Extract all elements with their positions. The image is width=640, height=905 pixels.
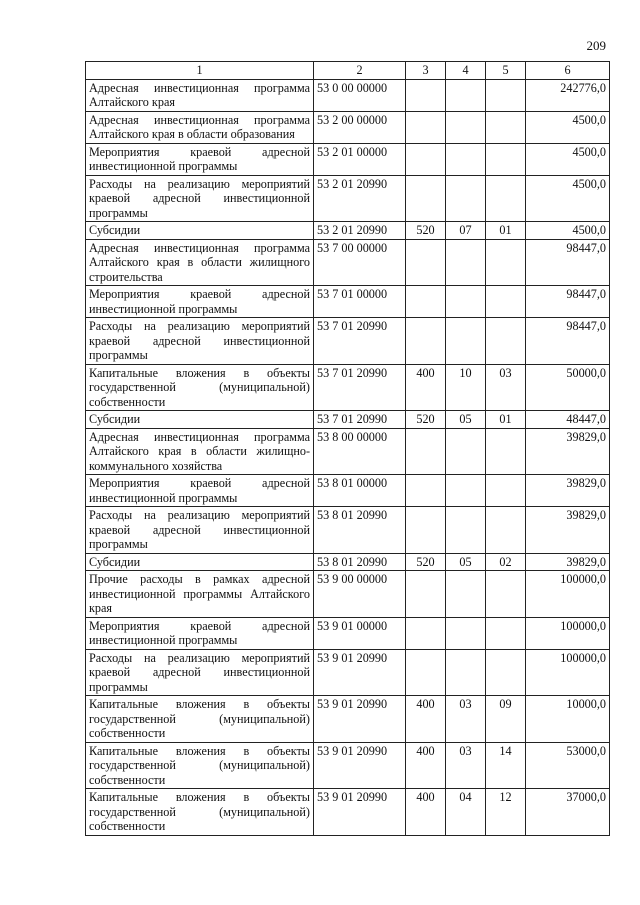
row-col4-cell: 03 xyxy=(446,696,486,743)
table-row xyxy=(86,789,610,836)
row-col5-cell xyxy=(486,617,526,649)
row-col3-cell xyxy=(406,111,446,143)
table-row xyxy=(86,239,610,286)
row-name-cell: Капитальные вложения в объекты государственной (муниципальной) собственности xyxy=(86,789,314,836)
column-header: 6 xyxy=(526,62,610,80)
row-name-cell: Мероприятия краевой адресной инвестиционной программы xyxy=(86,286,314,318)
row-code-cell: 53 2 00 00000 xyxy=(314,111,406,143)
row-col3-cell: 520 xyxy=(406,222,446,240)
table-row xyxy=(86,79,610,111)
row-code-cell: 53 7 01 20990 xyxy=(314,318,406,365)
row-sum-cell: 242776,0 xyxy=(526,79,610,111)
row-col3-cell xyxy=(406,507,446,554)
column-header: 5 xyxy=(486,62,526,80)
row-code-cell: 53 9 01 20990 xyxy=(314,742,406,789)
row-col3-cell: 400 xyxy=(406,364,446,411)
row-sum-cell: 50000,0 xyxy=(526,364,610,411)
row-col5-cell xyxy=(486,239,526,286)
budget-table xyxy=(85,61,610,836)
column-header: 3 xyxy=(406,62,446,80)
row-sum-cell: 98447,0 xyxy=(526,286,610,318)
row-col5-cell xyxy=(486,286,526,318)
table-row xyxy=(86,553,610,571)
row-name-cell: Адресная инвестиционная программа Алтайского края xyxy=(86,79,314,111)
row-sum-cell: 4500,0 xyxy=(526,175,610,222)
row-col5-cell xyxy=(486,79,526,111)
table-row xyxy=(86,696,610,743)
row-sum-cell: 39829,0 xyxy=(526,428,610,475)
row-sum-cell: 100000,0 xyxy=(526,649,610,696)
row-name-cell: Мероприятия краевой адресной инвестиционной программы xyxy=(86,617,314,649)
row-col3-cell xyxy=(406,143,446,175)
row-name-cell: Капитальные вложения в объекты государственной (муниципальной) собственности xyxy=(86,742,314,789)
page-number: 209 xyxy=(586,38,606,53)
row-code-cell: 53 2 01 20990 xyxy=(314,175,406,222)
row-col4-cell xyxy=(446,318,486,365)
table-row xyxy=(86,428,610,475)
row-col4-cell: 07 xyxy=(446,222,486,240)
row-col3-cell: 400 xyxy=(406,742,446,789)
row-name-cell: Расходы на реализацию мероприятий краевой адресной инвестиционной программы xyxy=(86,649,314,696)
row-sum-cell: 4500,0 xyxy=(526,111,610,143)
row-name-cell: Субсидии xyxy=(86,553,314,571)
row-col5-cell xyxy=(486,475,526,507)
table-row xyxy=(86,143,610,175)
header-row xyxy=(86,62,610,80)
table-row xyxy=(86,411,610,429)
row-col5-cell xyxy=(486,111,526,143)
row-col3-cell xyxy=(406,571,446,618)
row-col4-cell: 04 xyxy=(446,789,486,836)
row-code-cell: 53 9 01 20990 xyxy=(314,789,406,836)
row-code-cell: 53 9 00 00000 xyxy=(314,571,406,618)
table-row xyxy=(86,571,610,618)
row-sum-cell: 4500,0 xyxy=(526,143,610,175)
row-col5-cell: 01 xyxy=(486,411,526,429)
row-col4-cell: 03 xyxy=(446,742,486,789)
row-name-cell: Прочие расходы в рамках адресной инвестиционной программы Алтайского края xyxy=(86,571,314,618)
row-sum-cell: 39829,0 xyxy=(526,553,610,571)
row-code-cell: 53 8 01 20990 xyxy=(314,507,406,554)
row-sum-cell: 98447,0 xyxy=(526,318,610,365)
row-sum-cell: 100000,0 xyxy=(526,571,610,618)
row-name-cell: Капитальные вложения в объекты государственной (муниципальной) собственности xyxy=(86,696,314,743)
table-row xyxy=(86,649,610,696)
table-row xyxy=(86,175,610,222)
row-col3-cell: 520 xyxy=(406,411,446,429)
row-sum-cell: 10000,0 xyxy=(526,696,610,743)
row-col4-cell xyxy=(446,571,486,618)
row-col5-cell xyxy=(486,143,526,175)
row-code-cell: 53 9 01 20990 xyxy=(314,649,406,696)
table-body xyxy=(86,79,610,835)
row-code-cell: 53 8 01 20990 xyxy=(314,553,406,571)
column-header: 1 xyxy=(86,62,314,80)
row-name-cell: Расходы на реализацию мероприятий краевой адресной инвестиционной программы xyxy=(86,507,314,554)
table-row xyxy=(86,364,610,411)
table-row xyxy=(86,111,610,143)
row-name-cell: Субсидии xyxy=(86,411,314,429)
row-col3-cell xyxy=(406,617,446,649)
table-row xyxy=(86,742,610,789)
row-col3-cell xyxy=(406,79,446,111)
row-col5-cell xyxy=(486,175,526,222)
row-col3-cell: 520 xyxy=(406,553,446,571)
row-sum-cell: 4500,0 xyxy=(526,222,610,240)
row-col3-cell xyxy=(406,286,446,318)
column-header: 2 xyxy=(314,62,406,80)
row-col4-cell xyxy=(446,428,486,475)
row-sum-cell: 39829,0 xyxy=(526,475,610,507)
row-col5-cell: 09 xyxy=(486,696,526,743)
row-name-cell: Адресная инвестиционная программа Алтайского края в области жилищно-коммунального хозяйства xyxy=(86,428,314,475)
row-name-cell: Субсидии xyxy=(86,222,314,240)
row-name-cell: Капитальные вложения в объекты государственной (муниципальной) собственности xyxy=(86,364,314,411)
row-col4-cell xyxy=(446,649,486,696)
table-row xyxy=(86,475,610,507)
row-code-cell: 53 0 00 00000 xyxy=(314,79,406,111)
row-col4-cell xyxy=(446,143,486,175)
row-col3-cell xyxy=(406,475,446,507)
table-row xyxy=(86,507,610,554)
row-code-cell: 53 7 01 20990 xyxy=(314,411,406,429)
row-col5-cell: 12 xyxy=(486,789,526,836)
row-name-cell: Мероприятия краевой адресной инвестиционной программы xyxy=(86,143,314,175)
row-name-cell: Расходы на реализацию мероприятий краевой адресной инвестиционной программы xyxy=(86,175,314,222)
row-col3-cell: 400 xyxy=(406,696,446,743)
row-code-cell: 53 9 01 00000 xyxy=(314,617,406,649)
row-col3-cell xyxy=(406,428,446,475)
row-col4-cell xyxy=(446,79,486,111)
row-code-cell: 53 7 00 00000 xyxy=(314,239,406,286)
row-code-cell: 53 8 00 00000 xyxy=(314,428,406,475)
row-col5-cell: 02 xyxy=(486,553,526,571)
row-sum-cell: 98447,0 xyxy=(526,239,610,286)
row-col5-cell xyxy=(486,428,526,475)
row-code-cell: 53 7 01 00000 xyxy=(314,286,406,318)
row-col3-cell xyxy=(406,175,446,222)
row-col3-cell xyxy=(406,649,446,696)
row-col4-cell xyxy=(446,239,486,286)
row-sum-cell: 100000,0 xyxy=(526,617,610,649)
row-col4-cell: 10 xyxy=(446,364,486,411)
row-col3-cell xyxy=(406,318,446,365)
row-col4-cell: 05 xyxy=(446,411,486,429)
row-col4-cell xyxy=(446,475,486,507)
row-code-cell: 53 8 01 00000 xyxy=(314,475,406,507)
row-name-cell: Адресная инвестиционная программа Алтайского края в области образования xyxy=(86,111,314,143)
row-name-cell: Адресная инвестиционная программа Алтайского края в области жилищного строительства xyxy=(86,239,314,286)
table-row xyxy=(86,222,610,240)
row-col5-cell xyxy=(486,318,526,365)
row-col5-cell: 14 xyxy=(486,742,526,789)
row-code-cell: 53 2 01 00000 xyxy=(314,143,406,175)
row-col3-cell: 400 xyxy=(406,789,446,836)
table-row xyxy=(86,286,610,318)
row-code-cell: 53 2 01 20990 xyxy=(314,222,406,240)
row-sum-cell: 39829,0 xyxy=(526,507,610,554)
row-code-cell: 53 7 01 20990 xyxy=(314,364,406,411)
row-col4-cell xyxy=(446,617,486,649)
row-col4-cell: 05 xyxy=(446,553,486,571)
row-code-cell: 53 9 01 20990 xyxy=(314,696,406,743)
row-col3-cell xyxy=(406,239,446,286)
row-sum-cell: 53000,0 xyxy=(526,742,610,789)
row-col4-cell xyxy=(446,111,486,143)
row-col5-cell xyxy=(486,571,526,618)
row-name-cell: Мероприятия краевой адресной инвестиционной программы xyxy=(86,475,314,507)
row-name-cell: Расходы на реализацию мероприятий краевой адресной инвестиционной программы xyxy=(86,318,314,365)
row-col5-cell xyxy=(486,507,526,554)
row-col4-cell xyxy=(446,507,486,554)
row-sum-cell: 37000,0 xyxy=(526,789,610,836)
row-col4-cell xyxy=(446,175,486,222)
row-col4-cell xyxy=(446,286,486,318)
table-row xyxy=(86,318,610,365)
row-col5-cell xyxy=(486,649,526,696)
row-sum-cell: 48447,0 xyxy=(526,411,610,429)
column-header: 4 xyxy=(446,62,486,80)
row-col5-cell: 01 xyxy=(486,222,526,240)
row-col5-cell: 03 xyxy=(486,364,526,411)
table-row xyxy=(86,617,610,649)
